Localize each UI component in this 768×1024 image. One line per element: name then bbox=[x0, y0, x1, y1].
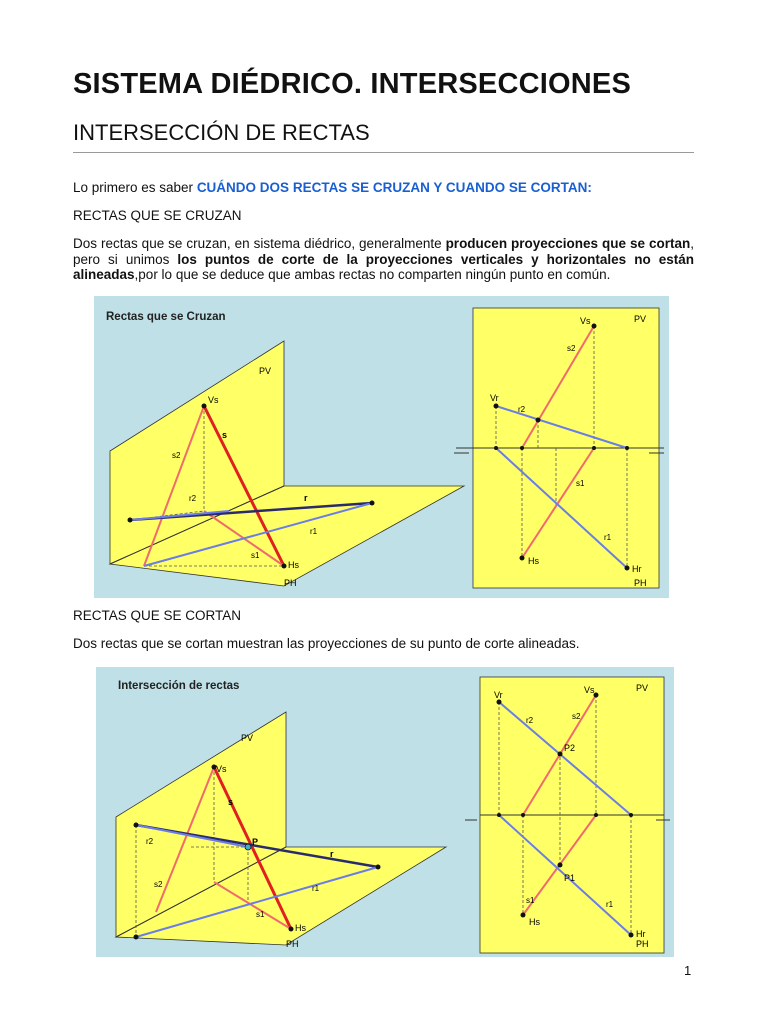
ortho-label-hr: Hr bbox=[632, 564, 642, 574]
label-r1: r1 bbox=[312, 884, 320, 893]
ortho-point-hs bbox=[520, 556, 525, 561]
point-hr bbox=[370, 501, 375, 506]
figure2-svg bbox=[96, 667, 674, 957]
label-ph: PH bbox=[286, 939, 299, 949]
point-vr bbox=[134, 823, 139, 828]
ortho-point-vr bbox=[494, 404, 499, 409]
figure2-title: Intersección de rectas bbox=[118, 680, 240, 692]
page-number: 1 bbox=[684, 963, 692, 978]
page-subtitle: INTERSECCIÓN DE RECTAS bbox=[73, 120, 370, 145]
section1-text-d: los puntos de corte de la proyecciones verticales y horizontales no están alineadas bbox=[73, 251, 694, 282]
section1-text-b: producen proyecciones que se cortan bbox=[445, 236, 691, 251]
point-hs bbox=[282, 564, 287, 569]
point-hr bbox=[376, 865, 381, 870]
ortho-label-s2: s2 bbox=[567, 344, 576, 353]
label-s1: s1 bbox=[256, 910, 265, 919]
ortho-label-ph: PH bbox=[636, 939, 649, 949]
ortho-label-vs: Vs bbox=[580, 316, 591, 326]
label-hs: Hs bbox=[288, 560, 299, 570]
ortho-point bbox=[494, 446, 498, 450]
ortho-point-p1 bbox=[558, 863, 563, 868]
ortho-point bbox=[536, 418, 541, 423]
label-s: s bbox=[222, 430, 228, 440]
section1-text-c: , pero si unimos bbox=[73, 236, 694, 267]
section1-text-e: ,por lo que se deduce que ambas rectas no comparten ningún punto en común. bbox=[134, 267, 611, 282]
intro-paragraph bbox=[73, 180, 694, 196]
ortho-label-s1: s1 bbox=[576, 479, 585, 488]
ortho-label-s1: s1 bbox=[526, 896, 535, 905]
label-r: r bbox=[304, 493, 308, 503]
ortho-label-r1: r1 bbox=[606, 900, 614, 909]
ortho-label-hs: Hs bbox=[528, 556, 539, 566]
ortho-point-vs bbox=[592, 324, 597, 329]
point bbox=[134, 935, 139, 940]
label-pv: PV bbox=[241, 733, 254, 743]
section1-paragraph bbox=[73, 236, 694, 283]
ortho-point bbox=[594, 813, 598, 817]
label-ph: PH bbox=[284, 578, 297, 588]
ortho-label-vs: Vs bbox=[584, 685, 595, 695]
intro-highlight: CUÁNDO DOS RECTAS SE CRUZAN Y CUANDO SE CORTAN: bbox=[196, 180, 592, 195]
label-vs: Vs bbox=[216, 764, 227, 774]
label-s2: s2 bbox=[172, 451, 181, 460]
point-p bbox=[245, 844, 251, 850]
ortho-label-s2: s2 bbox=[572, 712, 581, 721]
ortho-label-p1: P1 bbox=[564, 873, 576, 883]
point-vs bbox=[202, 404, 207, 409]
figure1-svg bbox=[94, 296, 669, 598]
ortho-label-pv: PV bbox=[634, 314, 647, 324]
page-title: SISTEMA DIÉDRICO. INTERSECCIONES bbox=[73, 68, 631, 100]
section2-heading: RECTAS QUE SE CORTAN bbox=[73, 608, 242, 623]
label-r2: r2 bbox=[189, 494, 197, 503]
ortho-label-r2: r2 bbox=[526, 716, 534, 725]
ortho-point bbox=[625, 446, 629, 450]
ortho-point-hr bbox=[629, 933, 634, 938]
label-s: s bbox=[228, 797, 234, 807]
ortho-point bbox=[521, 813, 525, 817]
label-s1: s1 bbox=[251, 551, 260, 560]
ortho-point-hs bbox=[521, 913, 526, 918]
label-pv: PV bbox=[259, 366, 272, 376]
point-vr bbox=[128, 518, 133, 523]
figure-interseccion-de-rectas bbox=[96, 667, 674, 957]
ortho-label-hr: Hr bbox=[636, 929, 646, 939]
ortho-point bbox=[520, 446, 524, 450]
divider bbox=[73, 152, 694, 153]
label-p: P bbox=[252, 837, 259, 847]
ortho-label-r2: r2 bbox=[518, 405, 526, 414]
point-hs bbox=[289, 927, 294, 932]
label-r: r bbox=[330, 849, 334, 859]
label-vs: Vs bbox=[208, 395, 219, 405]
figure-rectas-que-se-cruzan bbox=[94, 296, 669, 598]
ortho-point bbox=[497, 813, 501, 817]
label-r1: r1 bbox=[310, 527, 318, 536]
ortho-label-ph: PH bbox=[634, 578, 647, 588]
ortho-label-vr: Vr bbox=[490, 393, 499, 403]
label-r2: r2 bbox=[146, 837, 154, 846]
figure1-title: Rectas que se Cruzan bbox=[106, 311, 226, 323]
ortho-label-r1: r1 bbox=[604, 533, 612, 542]
ortho-point-hr bbox=[625, 566, 630, 571]
ortho-point bbox=[629, 813, 633, 817]
ortho-label-vr: Vr bbox=[494, 690, 503, 700]
section1-heading: RECTAS QUE SE CRUZAN bbox=[73, 208, 242, 223]
label-s2: s2 bbox=[154, 880, 163, 889]
section2-paragraph: Dos rectas que se cortan muestran las proyecciones de su punto de corte alineadas. bbox=[73, 636, 580, 651]
ortho-label-hs: Hs bbox=[529, 917, 540, 927]
ortho-label-pv: PV bbox=[636, 683, 649, 693]
ortho-point-vr bbox=[497, 700, 502, 705]
ortho-point bbox=[592, 446, 596, 450]
ortho-point-p2 bbox=[558, 752, 563, 757]
section1-text-a: Dos rectas que se cruzan, en sistema diédrico, generalmente bbox=[73, 236, 446, 251]
ortho-label-p2: P2 bbox=[564, 743, 576, 753]
label-hs: Hs bbox=[295, 923, 306, 933]
intro-prefix: Lo primero es saber bbox=[73, 180, 197, 195]
